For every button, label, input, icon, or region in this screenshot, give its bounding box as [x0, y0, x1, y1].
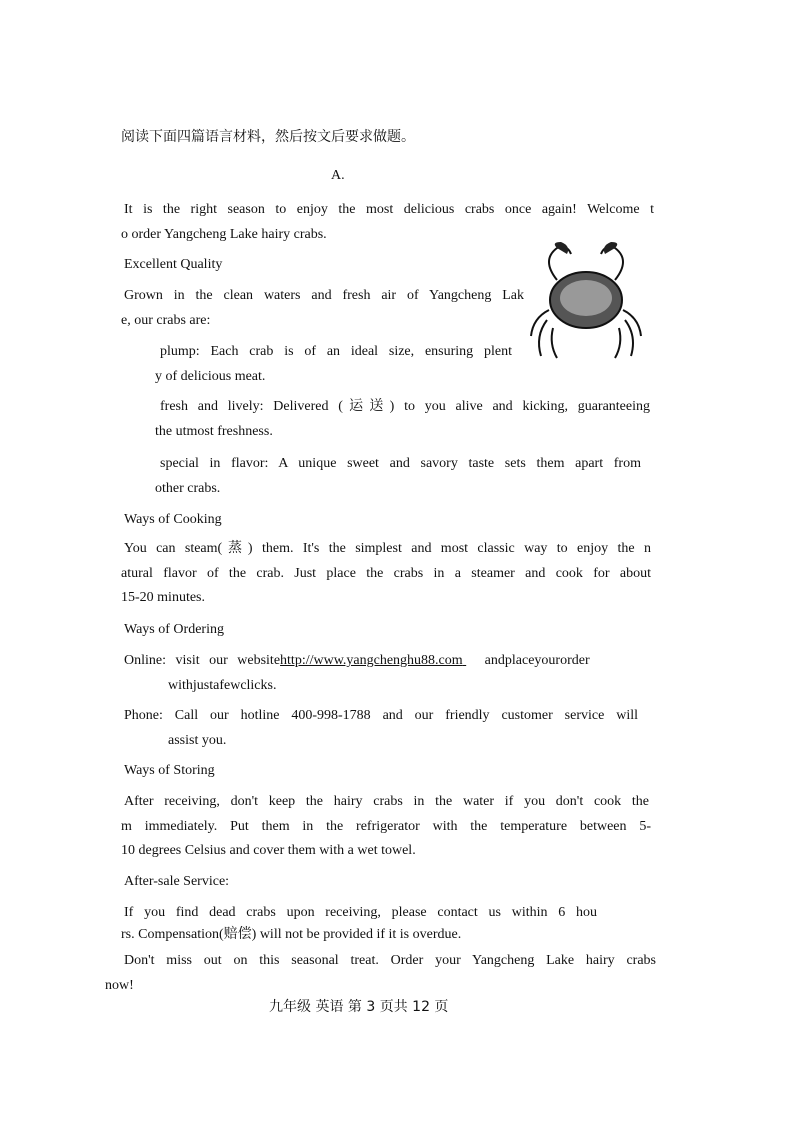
cooking-line-1: You can steam(蒸) them. It's the simplest and most classic way to enjoy the n	[124, 541, 651, 556]
cooking-heading: Ways of Cooking	[124, 512, 222, 527]
intro-line-1: It is the right season to enjoy the most delicious crabs once again! Welcome t	[124, 202, 654, 217]
aftersale-heading: After-sale Service:	[124, 874, 230, 889]
crab-illustration	[527, 240, 645, 362]
quality-heading: Excellent Quality	[124, 257, 223, 272]
storing-line-1: After receiving, don't keep the hairy crabs in the water if you don't cook the	[124, 794, 649, 809]
website-link[interactable]: http://www.yangchenghu88.com	[280, 653, 463, 668]
phone-line-1: Phone: Call our hotline 400-998-1788 and our friendly customer service will	[124, 708, 638, 723]
online-line-1	[124, 652, 590, 670]
link-underline-gap	[463, 652, 481, 670]
page-footer: 九年级 英语 第 3 页共 12 页	[269, 999, 449, 1015]
storing-heading: Ways of Storing	[124, 763, 215, 778]
storing-line-2: m immediately. Put them in the refrigerator with the temperature between 5-	[121, 819, 651, 834]
special-line-2: other crabs.	[155, 481, 221, 496]
online-suffix: andplaceyourorder	[484, 653, 590, 668]
fresh-line-1: fresh and lively: Delivered (运送) to you alive and kicking, guaranteeing	[160, 399, 650, 414]
instruction: 阅读下面四篇语言材料，然后按文后要求做题。	[121, 129, 415, 145]
closing-line-2: now!	[105, 978, 134, 993]
intro-line-2: o order Yangcheng Lake hairy crabs.	[121, 227, 327, 242]
aftersale-line-2: rs. Compensation(赔偿) will not be provided if it is overdue.	[121, 927, 462, 942]
online-line-2: withjustafewclicks.	[168, 678, 277, 693]
aftersale-line-1: If you find dead crabs upon receiving, please contact us within 6 hou	[124, 905, 597, 920]
ordering-heading: Ways of Ordering	[124, 622, 224, 637]
quality-line-2: e, our crabs are:	[121, 313, 211, 328]
storing-line-3: 10 degrees Celsius and cover them with a wet towel.	[121, 843, 416, 858]
section-label: A.	[331, 168, 345, 183]
special-line-1: special in flavor: A unique sweet and savory taste sets them apart from	[160, 456, 641, 471]
fresh-line-2: the utmost freshness.	[155, 424, 273, 439]
quality-line-1: Grown in the clean waters and fresh air of Yangcheng Lak	[124, 288, 524, 303]
online-prefix: Online: visit our website	[124, 653, 281, 668]
plump-line-2: y of delicious meat.	[155, 369, 266, 384]
plump-line-1: plump: Each crab is of an ideal size, ensuring plent	[160, 344, 512, 359]
closing-line-1: Don't miss out on this seasonal treat. Order your Yangcheng Lake hairy crabs	[124, 953, 656, 968]
cooking-line-2: atural flavor of the crab. Just place the crabs in a steamer and cook for about	[121, 566, 651, 581]
phone-line-2: assist you.	[168, 733, 227, 748]
cooking-line-3: 15-20 minutes.	[121, 590, 205, 605]
